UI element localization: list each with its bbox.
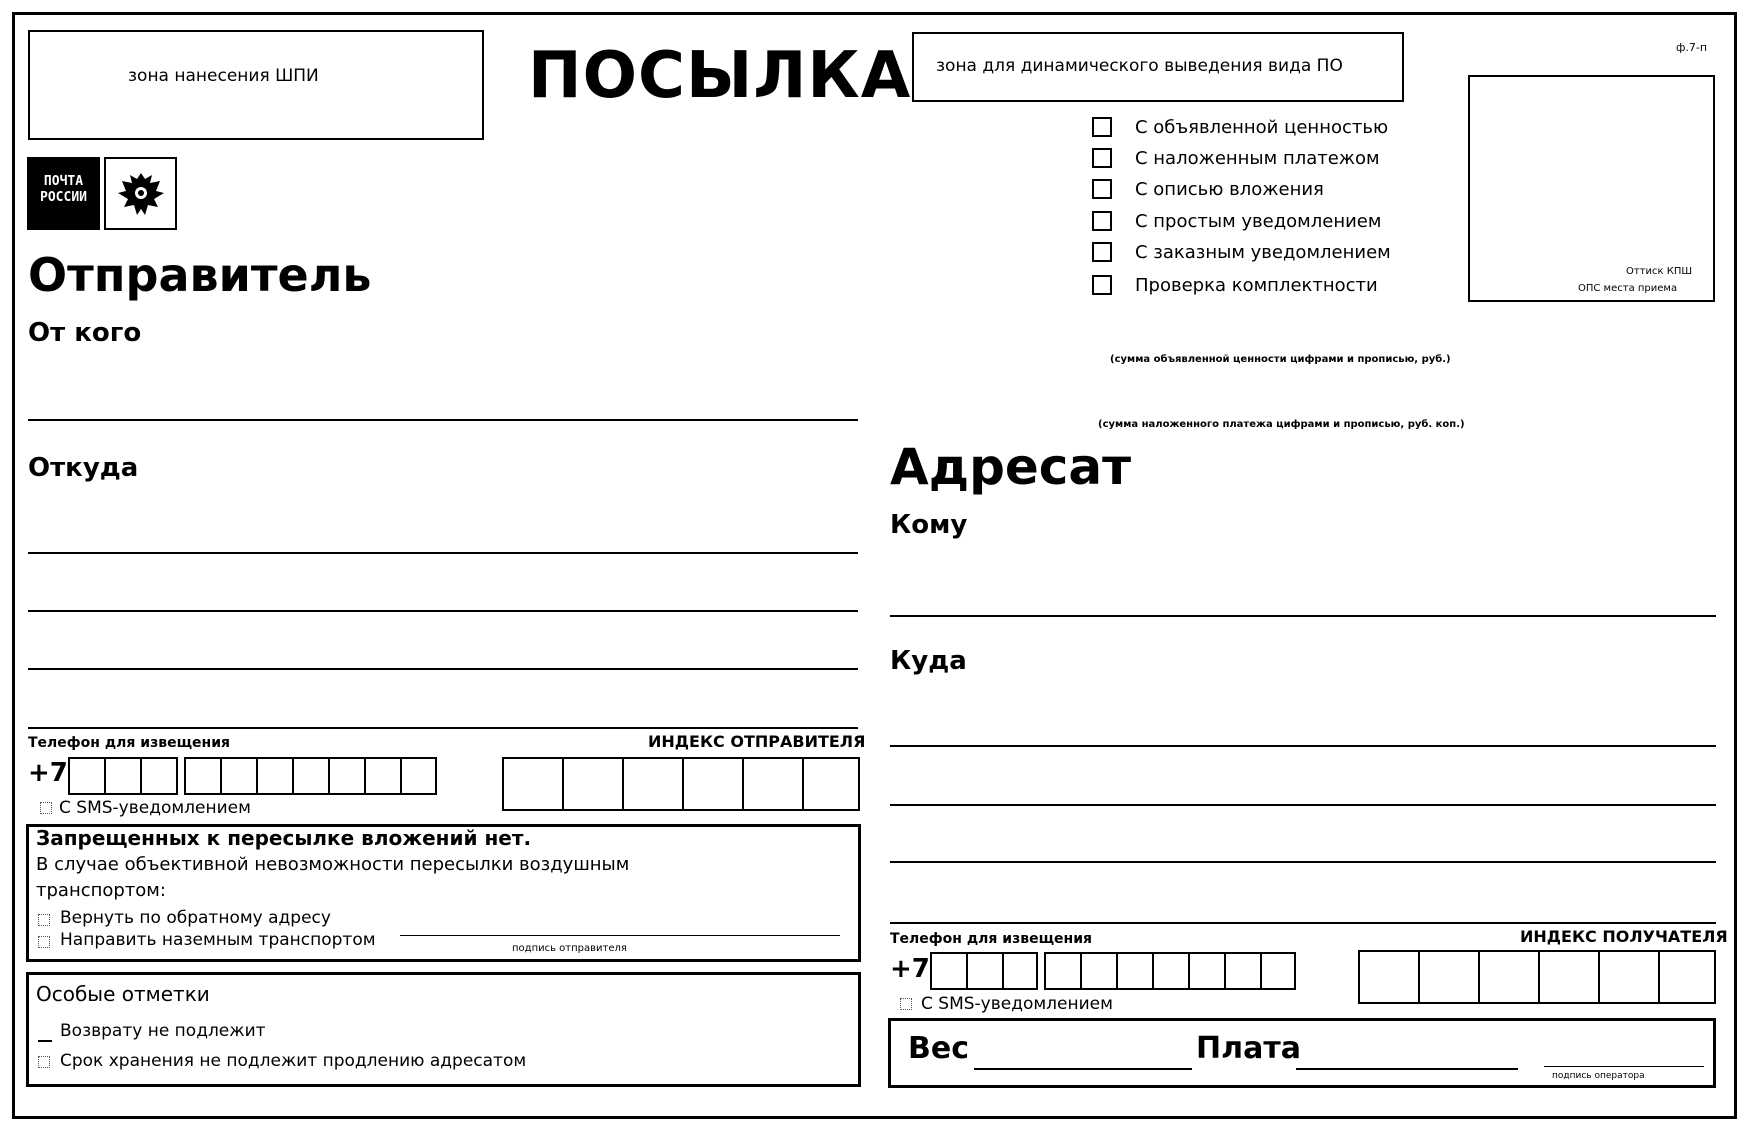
eagle-emblem-icon <box>104 157 177 230</box>
recipient-to-label: Кому <box>890 510 968 540</box>
recipient-phone-separator <box>890 922 1716 924</box>
recipient-index-label: ИНДЕКС ПОЛУЧАТЕЛЯ <box>1520 927 1728 946</box>
sender-phone-code-cells[interactable] <box>68 757 178 795</box>
recipient-sms-checkbox[interactable] <box>900 998 912 1010</box>
post-logo <box>27 157 100 230</box>
sender-phone-separator <box>28 727 858 729</box>
sender-from-line[interactable] <box>28 419 858 421</box>
option-label-inventory: С описью вложения <box>1135 179 1324 200</box>
option-checkbox-simple-notice[interactable] <box>1092 211 1112 231</box>
logo-line2: РОССИИ <box>40 190 87 205</box>
recipient-address-line-3[interactable] <box>890 861 1716 863</box>
option-label-declared-value: С объявленной ценностью <box>1135 117 1389 138</box>
option-label-simple-notice: С простым уведомлением <box>1135 211 1382 232</box>
option-label-completeness: Проверка комплектности <box>1135 275 1378 296</box>
sender-phone-label: Телефон для извещения <box>28 735 231 751</box>
barcode-zone-label: зона нанесения ШПИ <box>128 66 319 86</box>
form-title: ПОСЫЛКА <box>528 39 912 113</box>
ground-transport-checkbox[interactable] <box>38 936 50 948</box>
no-extension-label: Срок хранения не подлежит продлению адресатом <box>60 1051 527 1071</box>
sender-index-label: ИНДЕКС ОТПРАВИТЕЛЯ <box>648 732 866 751</box>
weight-input-line[interactable] <box>974 1068 1192 1070</box>
recipient-index-cells[interactable] <box>1358 950 1716 1004</box>
prohibited-text-1: В случае объективной невозможности пересылки воздушным <box>36 854 630 875</box>
fee-input-line[interactable] <box>1296 1068 1518 1070</box>
option-label-registered-notice: С заказным уведомлением <box>1135 242 1391 263</box>
stamp-label-2: ОПС места приема <box>1578 283 1678 294</box>
sender-where-label: Откуда <box>28 453 139 483</box>
recipient-address-line-1[interactable] <box>890 745 1716 747</box>
weight-label: Вес <box>908 1031 969 1066</box>
sender-signature-line[interactable] <box>400 935 840 936</box>
operator-signature-caption: подпись оператора <box>1552 1071 1645 1081</box>
operator-signature-line[interactable] <box>1544 1066 1704 1067</box>
form-code: ф.7-п <box>1676 41 1708 54</box>
option-checkbox-cod[interactable] <box>1092 148 1112 168</box>
sender-address-line-3[interactable] <box>28 668 858 670</box>
option-checkbox-completeness[interactable] <box>1092 275 1112 295</box>
sender-address-line-2[interactable] <box>28 610 858 612</box>
special-marks-title: Особые отметки <box>36 982 210 1006</box>
sender-index-cells[interactable] <box>502 757 860 811</box>
recipient-phone-prefix: +7 <box>890 954 930 984</box>
return-label: Вернуть по обратному адресу <box>60 908 331 928</box>
option-checkbox-declared-value[interactable] <box>1092 117 1112 137</box>
sender-heading: Отправитель <box>28 248 372 302</box>
dynamic-zone-label: зона для динамического выведения вида ПО <box>936 56 1343 76</box>
no-return-checkbox[interactable] <box>38 1040 52 1042</box>
sender-sms-checkbox[interactable] <box>40 802 52 814</box>
cod-sum-caption: (сумма наложенного платежа цифрами и прописью, руб. коп.) <box>1098 419 1465 430</box>
recipient-to-line[interactable] <box>890 615 1716 617</box>
logo-line1: ПОЧТА <box>43 174 84 189</box>
declared-sum-caption: (сумма объявленной ценности цифрами и прописью, руб.) <box>1110 354 1451 365</box>
recipient-phone-label: Телефон для извещения <box>890 931 1093 947</box>
fee-label: Плата <box>1196 1031 1301 1066</box>
sender-phone-number-cells[interactable] <box>184 757 437 795</box>
sender-sms-label: С SMS-уведомлением <box>59 798 251 818</box>
no-return-label: Возврату не подлежит <box>60 1021 266 1041</box>
sender-phone-prefix: +7 <box>28 758 68 788</box>
recipient-sms-label: С SMS-уведомлением <box>921 994 1113 1014</box>
ground-transport-label: Направить наземным транспортом <box>60 930 376 950</box>
option-label-cod: С наложенным платежом <box>1135 148 1380 169</box>
prohibited-title: Запрещенных к пересылке вложений нет. <box>36 826 532 850</box>
return-checkbox[interactable] <box>38 914 50 926</box>
sender-signature-caption: подпись отправителя <box>512 943 627 954</box>
sender-address-line-1[interactable] <box>28 552 858 554</box>
prohibited-text-2: транспортом: <box>36 880 166 901</box>
option-checkbox-registered-notice[interactable] <box>1092 242 1112 262</box>
recipient-heading: Адресат <box>890 438 1132 496</box>
stamp-label-1: Оттиск КПШ <box>1626 266 1693 277</box>
recipient-where-label: Куда <box>890 646 967 676</box>
recipient-phone-code-cells[interactable] <box>930 952 1038 990</box>
recipient-address-line-2[interactable] <box>890 804 1716 806</box>
no-extension-checkbox[interactable] <box>38 1056 50 1068</box>
sender-from-label: От кого <box>28 318 142 348</box>
recipient-phone-number-cells[interactable] <box>1044 952 1296 990</box>
option-checkbox-inventory[interactable] <box>1092 179 1112 199</box>
